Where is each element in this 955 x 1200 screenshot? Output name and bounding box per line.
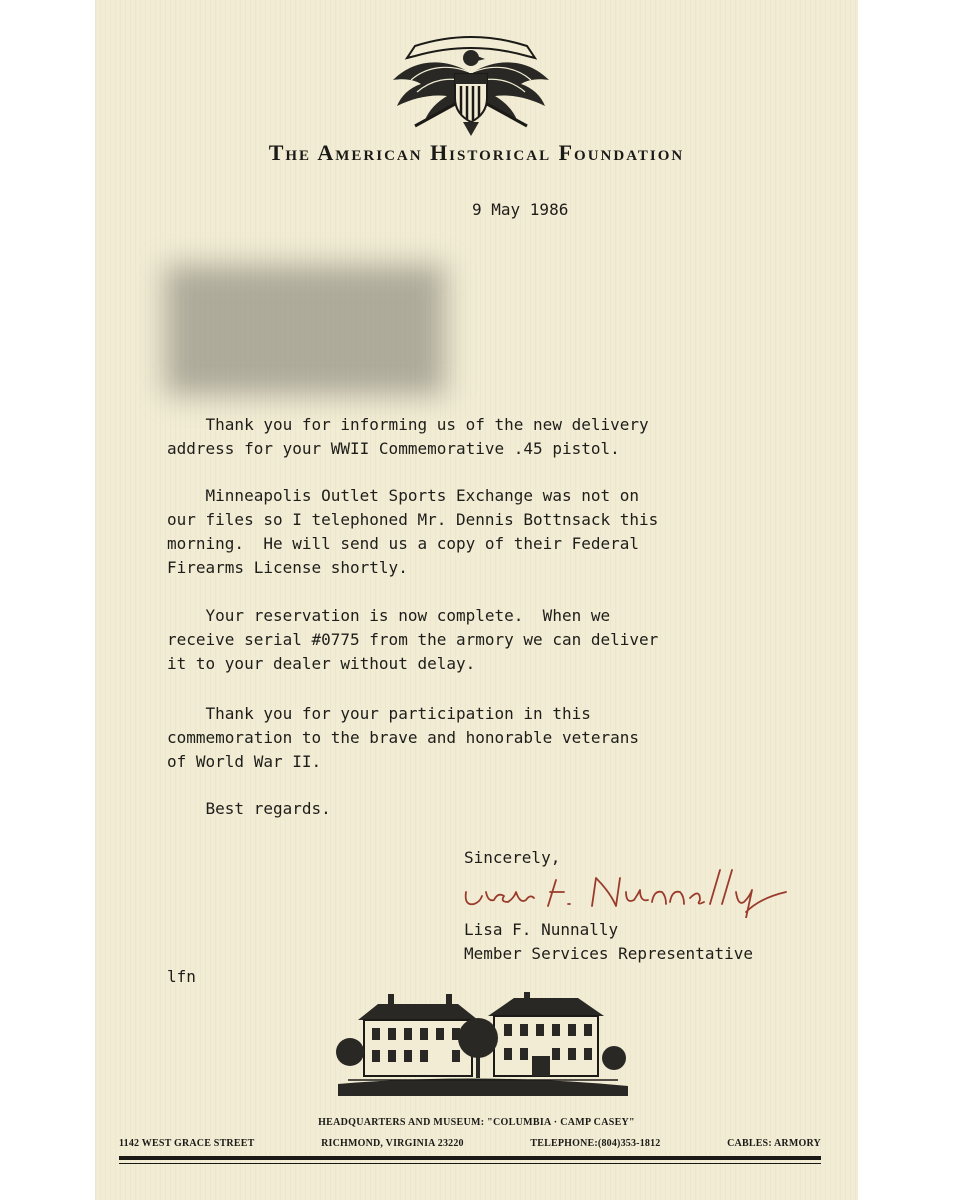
closing-salutation: Sincerely, <box>464 848 561 867</box>
redacted-recipient-address <box>165 265 445 395</box>
text-line: Thank you for informing us of the new delivery <box>167 415 649 434</box>
signer-title: Member Services Representative <box>464 944 753 963</box>
organization-name: The American Historical Foundation <box>268 140 685 165</box>
letter-date: 9 May 1986 <box>472 200 569 219</box>
paragraph-regards <box>167 797 331 821</box>
text-line: receive serial #0775 from the armory we can deliver <box>167 630 659 649</box>
signer-name: Lisa F. Nunnally <box>464 920 619 939</box>
paragraph-delivery <box>167 413 649 461</box>
paragraph-thanks <box>167 702 639 774</box>
text-line: Your reservation is now complete. When we <box>167 606 611 625</box>
footer-headquarters: HEADQUARTERS AND MUSEUM: "COLUMBIA · CAMP CASEY" <box>318 1117 635 1128</box>
signer-block <box>464 918 753 966</box>
text-line: Thank you for your participation in this <box>167 704 591 723</box>
footer-contact-line <box>119 1138 821 1149</box>
letter-page <box>95 0 858 1200</box>
footer-rule <box>119 1156 821 1160</box>
headquarters-building-icon <box>328 992 638 1096</box>
text-line: of World War II. <box>167 752 322 771</box>
text-line: Best regards. <box>167 799 331 818</box>
text-line: address for your WWII Commemorative .45 pistol. <box>167 439 620 458</box>
footer-telephone: TELEPHONE:(804)353-1812 <box>530 1138 661 1149</box>
typist-initials: lfn <box>167 967 196 986</box>
handwritten-signature <box>460 862 790 918</box>
text-line: our files so I telephoned Mr. Dennis Bottnsack this <box>167 510 659 529</box>
footer-cables: CABLES: ARMORY <box>727 1138 821 1149</box>
paragraph-reservation <box>167 604 658 676</box>
text-line: Firearms License shortly. <box>167 558 408 577</box>
footer-city: RICHMOND, VIRGINIA 23220 <box>321 1138 464 1149</box>
footer-rule-thin <box>119 1163 821 1164</box>
text-line: morning. He will send us a copy of their Federal <box>167 534 640 553</box>
paragraph-dealer <box>167 484 658 580</box>
eagle-emblem-icon <box>385 28 557 138</box>
text-line: commemoration to the brave and honorable veterans <box>167 728 640 747</box>
text-line: Minneapolis Outlet Sports Exchange was not on <box>167 486 640 505</box>
footer-address: 1142 WEST GRACE STREET <box>119 1138 255 1149</box>
text-line: it to your dealer without delay. <box>167 654 476 673</box>
